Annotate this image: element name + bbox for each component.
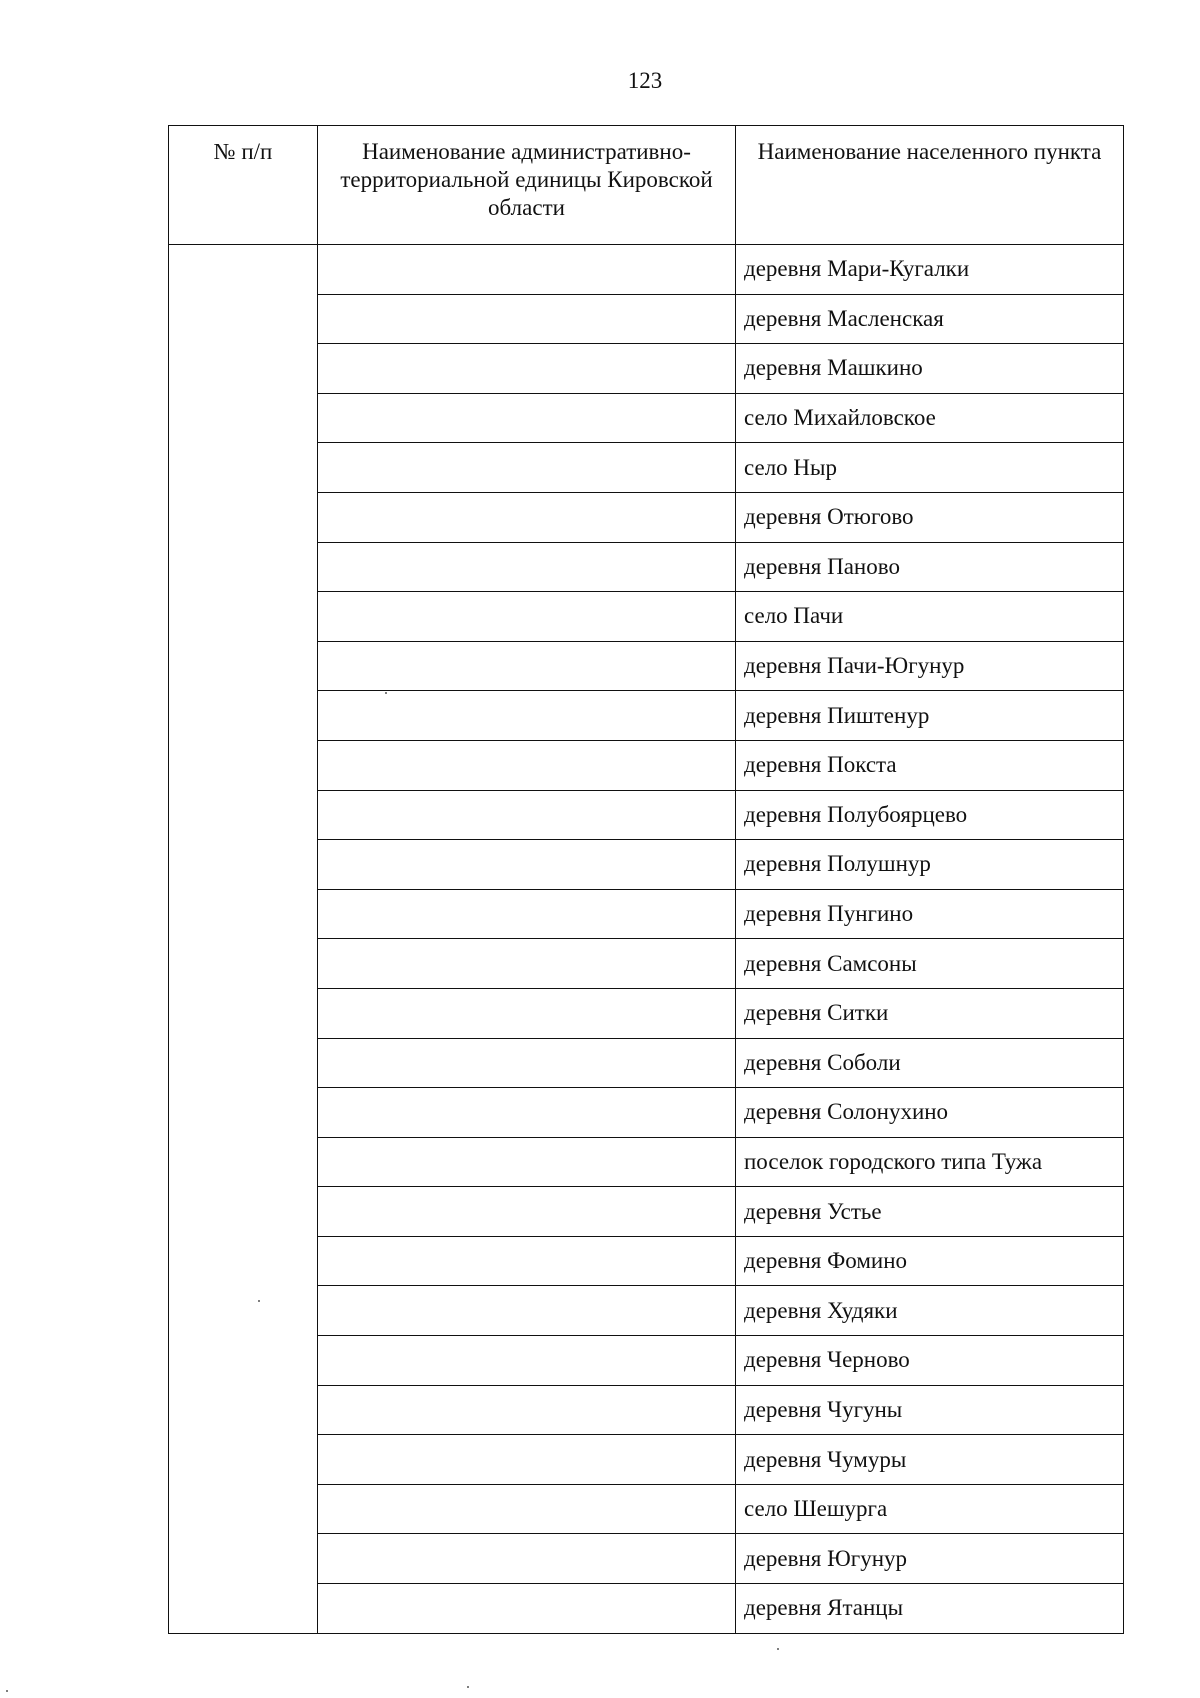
- settlement-cell: деревня Машкино: [736, 344, 1124, 394]
- scan-speck: [6, 1690, 8, 1692]
- scan-speck: [777, 1648, 779, 1650]
- num-cell: [169, 245, 318, 1634]
- admin-unit-cell: [318, 691, 736, 741]
- settlement-cell: село Шешурга: [736, 1484, 1124, 1534]
- settlement-cell: деревня Отюгово: [736, 492, 1124, 542]
- admin-unit-cell: [318, 1435, 736, 1485]
- table-body: [169, 245, 1124, 1634]
- admin-unit-cell: [318, 1484, 736, 1534]
- settlement-cell: деревня Солонухино: [736, 1088, 1124, 1138]
- admin-unit-cell: [318, 294, 736, 344]
- header-admin-unit: Наименование административно-территориальной единицы Кировской области: [318, 126, 736, 245]
- settlement-cell: деревня Масленская: [736, 294, 1124, 344]
- admin-unit-cell: [318, 492, 736, 542]
- admin-unit-cell: [318, 1385, 736, 1435]
- settlement-cell: деревня Покста: [736, 740, 1124, 790]
- admin-unit-cell: [318, 1187, 736, 1237]
- scan-speck: [467, 1686, 469, 1688]
- settlement-cell: деревня Югунур: [736, 1534, 1124, 1584]
- settlement-cell: деревня Мари-Кугалки: [736, 245, 1124, 295]
- admin-unit-cell: [318, 790, 736, 840]
- admin-unit-cell: [318, 1038, 736, 1088]
- admin-unit-cell: [318, 641, 736, 691]
- admin-unit-cell: [318, 542, 736, 592]
- settlement-cell: село Михайловское: [736, 393, 1124, 443]
- admin-unit-cell: [318, 889, 736, 939]
- admin-unit-cell: [318, 740, 736, 790]
- settlement-cell: деревня Чугуны: [736, 1385, 1124, 1435]
- admin-unit-cell: [318, 245, 736, 295]
- settlement-cell: деревня Пунгино: [736, 889, 1124, 939]
- settlement-cell: деревня Чумуры: [736, 1435, 1124, 1485]
- settlement-cell: деревня Пиштенур: [736, 691, 1124, 741]
- settlement-cell: деревня Фомино: [736, 1236, 1124, 1286]
- admin-unit-cell: [318, 1534, 736, 1584]
- admin-unit-cell: [318, 1137, 736, 1187]
- settlement-cell: деревня Черново: [736, 1336, 1124, 1386]
- settlement-cell: село Пачи: [736, 592, 1124, 642]
- header-num: № п/п: [169, 126, 318, 245]
- admin-unit-cell: [318, 592, 736, 642]
- admin-unit-cell: [318, 393, 736, 443]
- header-settlement: Наименование населенного пункта: [736, 126, 1124, 245]
- admin-unit-cell: [318, 1584, 736, 1634]
- admin-unit-cell: [318, 1088, 736, 1138]
- settlement-cell: деревня Ятанцы: [736, 1584, 1124, 1634]
- settlement-cell: деревня Полушнур: [736, 840, 1124, 890]
- settlement-cell: деревня Соболи: [736, 1038, 1124, 1088]
- settlement-cell: деревня Устье: [736, 1187, 1124, 1237]
- table-row: [169, 245, 1124, 295]
- settlement-cell: деревня Ситки: [736, 988, 1124, 1038]
- settlement-cell: деревня Паново: [736, 542, 1124, 592]
- admin-unit-cell: [318, 443, 736, 493]
- admin-unit-cell: [318, 1236, 736, 1286]
- admin-unit-cell: [318, 1286, 736, 1336]
- admin-unit-cell: [318, 840, 736, 890]
- settlement-cell: село Ныр: [736, 443, 1124, 493]
- scan-speck: [258, 1300, 260, 1302]
- settlement-cell: деревня Самсоны: [736, 939, 1124, 989]
- settlements-table: [168, 125, 1124, 1634]
- settlement-cell: деревня Худяки: [736, 1286, 1124, 1336]
- scan-speck: [385, 692, 387, 694]
- admin-unit-cell: [318, 1336, 736, 1386]
- page-number: 123: [627, 68, 663, 93]
- settlement-cell: поселок городского типа Тужа: [736, 1137, 1124, 1187]
- settlement-cell: деревня Пачи-Югунур: [736, 641, 1124, 691]
- admin-unit-cell: [318, 988, 736, 1038]
- table-header-row: [169, 126, 1124, 245]
- settlement-cell: деревня Полубоярцево: [736, 790, 1124, 840]
- admin-unit-cell: [318, 939, 736, 989]
- admin-unit-cell: [318, 344, 736, 394]
